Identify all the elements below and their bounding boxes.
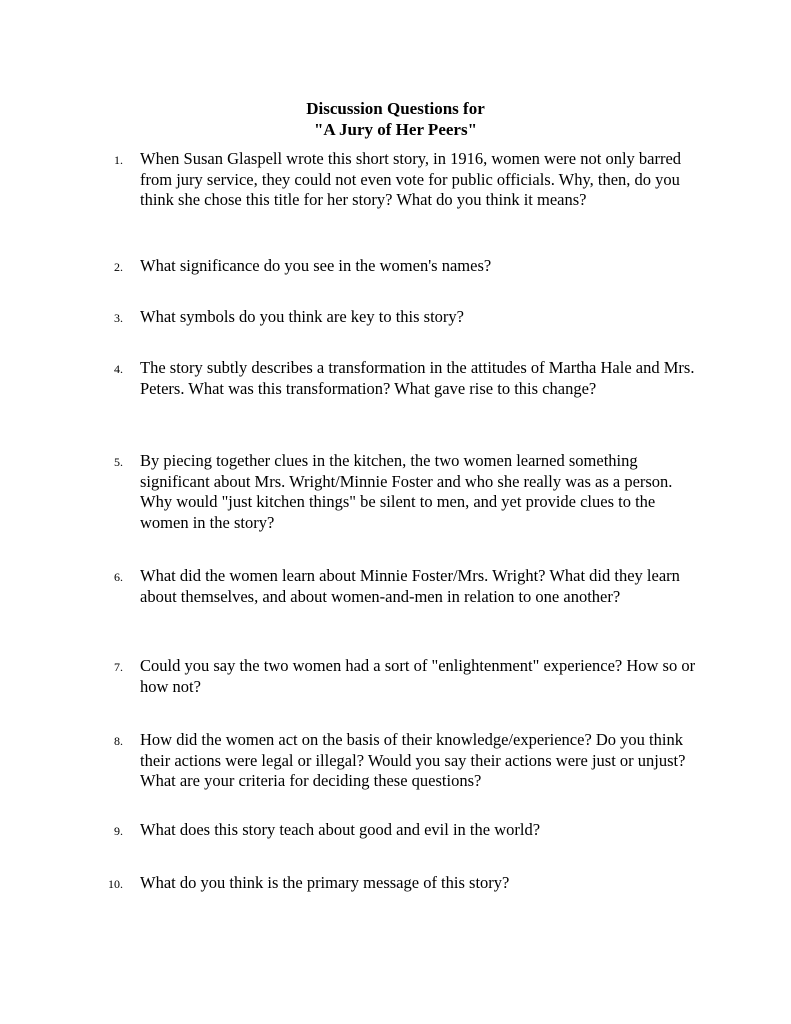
question-text: What significance do you see in the women's names? — [140, 256, 492, 275]
question-number: 4. — [114, 362, 123, 376]
question-number: 5. — [114, 455, 123, 469]
question-number: 1. — [114, 153, 123, 167]
question-text: What do you think is the primary message of this story? — [140, 873, 510, 892]
question-number: 10. — [108, 877, 123, 891]
question-number: 2. — [114, 260, 123, 274]
question-number: 8. — [114, 734, 123, 748]
question-number: 7. — [114, 660, 123, 674]
question-number: 9. — [114, 824, 123, 838]
question-text: Could you say the two women had a sort of "enlightenment" experience? How so or how not? — [140, 656, 696, 696]
question-number: 3. — [114, 311, 123, 325]
question-number: 6. — [114, 570, 123, 584]
question-text: What did the women learn about Minnie Foster/Mrs. Wright? What did they learn about themselves, and about women-and-men in relation to one another? — [140, 566, 680, 606]
question-text: How did the women act on the basis of their knowledge/experience? Do you think their actions were legal or illegal? Would you say their actions were just or unjust? What are your criteria for deciding these questions? — [140, 730, 686, 790]
title-line-1: Discussion Questions for — [306, 99, 485, 118]
question-text: By piecing together clues in the kitchen, the two women learned something significant about Mrs. Wright/Minnie Foster and who she really was as a person. Why would "just kitchen things" be silent to men, and yet provide clues to the women in the story? — [140, 451, 673, 532]
question-text: What symbols do you think are key to this story? — [140, 307, 464, 326]
title-line-2: "A Jury of Her Peers" — [313, 120, 478, 139]
question-text: When Susan Glaspell wrote this short story, in 1916, women were not only barred from jury service, they could not even vote for public officials. Why, then, do you think she chose this title for her story? What do you think it means? — [140, 149, 682, 209]
question-text: What does this story teach about good and evil in the world? — [140, 820, 541, 839]
question-text: The story subtly describes a transformation in the attitudes of Martha Hale and Mrs. Peters. What was this transformation? What gave rise to this change? — [140, 358, 695, 398]
document-title — [0, 98, 791, 140]
